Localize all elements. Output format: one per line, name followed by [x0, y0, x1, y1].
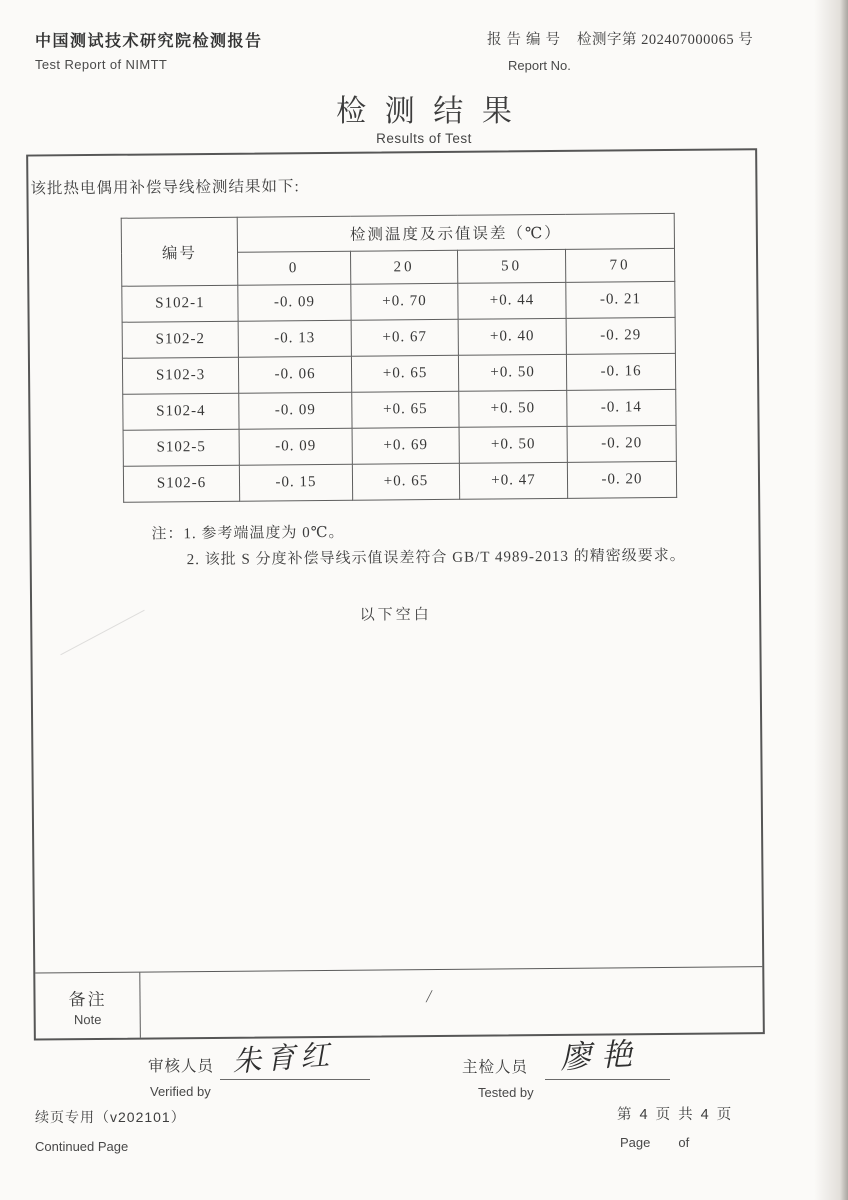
cell-value: -0. 06 — [238, 356, 351, 393]
org-title-zh: 中国测试技术研究院检测报告 — [35, 33, 263, 50]
remark-label — [35, 973, 141, 1039]
verifier-signature-line — [220, 1050, 370, 1080]
row-id: S102-1 — [122, 285, 238, 322]
table-row — [123, 461, 676, 502]
col-header-span: 检测温度及示值误差（℃） — [237, 213, 674, 252]
footer-continued-en: Continued Page — [35, 1139, 129, 1154]
results-box — [26, 148, 765, 1040]
tester-label-zh: 主检人员 — [462, 1059, 529, 1076]
cell-value: -0. 14 — [567, 389, 676, 426]
org-title-en: Test Report of NIMTT — [35, 57, 168, 72]
report-number-label-en: Report No. — [508, 58, 571, 73]
tester-signature: 廖艳 — [559, 1035, 644, 1076]
report-number-label-zh: 报告编号 — [487, 32, 565, 48]
page-title-en: Results of Test — [376, 131, 472, 146]
report-number-line — [487, 28, 753, 49]
cell-value: -0. 09 — [239, 428, 352, 465]
row-id: S102-4 — [123, 393, 239, 430]
cell-value: -0. 09 — [238, 284, 351, 321]
scan-edge-shadow — [840, 0, 848, 1200]
cell-value: -0. 21 — [566, 281, 675, 318]
footer-page-word: Page — [620, 1135, 651, 1150]
remark-label-en: Note — [73, 1011, 102, 1027]
footer-of-word: of — [678, 1135, 690, 1150]
cell-value: +0. 47 — [459, 462, 567, 499]
col-header-id: 编号 — [121, 217, 238, 286]
table-header-row-1 — [121, 213, 674, 253]
cell-value: -0. 20 — [567, 461, 676, 498]
table-row — [122, 353, 675, 394]
remark-slash: / — [425, 986, 434, 1007]
cell-value: +0. 70 — [351, 283, 458, 320]
blank-below-text: 以下空白 — [359, 607, 432, 624]
remark-content — [140, 967, 763, 1037]
cell-value: +0. 50 — [458, 354, 566, 391]
row-id: S102-6 — [123, 465, 239, 502]
tester-label-en: Tested by — [478, 1085, 534, 1100]
cell-value: +0. 44 — [458, 282, 566, 319]
tester-signature-line — [545, 1050, 670, 1080]
table-row — [122, 281, 675, 322]
verifier-label-zh: 审核人员 — [148, 1058, 215, 1075]
row-id: S102-5 — [123, 429, 239, 466]
cell-value: +0. 50 — [459, 426, 567, 463]
cell-value: -0. 13 — [238, 320, 351, 357]
cell-value: -0. 29 — [566, 317, 675, 354]
col-header-temp-50: 50 — [457, 249, 565, 283]
cell-value: +0. 65 — [352, 463, 459, 500]
table-row — [122, 317, 675, 358]
remark-label-zh: 备注 — [68, 989, 107, 1009]
cell-value: +0. 50 — [459, 390, 567, 427]
row-id: S102-2 — [122, 321, 238, 358]
cell-value: -0. 16 — [566, 353, 675, 390]
intro-text: 该批热电偶用补偿导线检测结果如下: — [30, 178, 300, 198]
cell-value: -0. 20 — [567, 425, 676, 462]
col-header-temp-20: 20 — [351, 250, 458, 284]
remark-row — [35, 966, 763, 1038]
cell-value: -0. 09 — [239, 392, 352, 429]
page-title-zh: 检测结果 — [336, 95, 531, 128]
cell-value: +0. 65 — [351, 355, 458, 392]
col-header-temp-70: 70 — [565, 248, 674, 282]
cell-value: +0. 67 — [351, 319, 458, 356]
footer-continued-zh: 续页专用（v202101） — [35, 1109, 186, 1125]
note-line-2: 2. 该批 S 分度补偿导线示值误差符合 GB/T 4989-2013 的精密级要求。 — [186, 547, 686, 569]
cell-value: +0. 69 — [352, 427, 459, 464]
cell-value: -0. 15 — [239, 464, 352, 501]
report-number-value: 检测字第 202407000065 号 — [577, 32, 754, 48]
verifier-signature: 朱育红 — [231, 1039, 336, 1079]
notes-block — [151, 517, 685, 574]
note-line-1: 注：1. 参考端温度为 0℃。 — [151, 524, 345, 543]
footer-page-number-zh: 第 4 页 共 4 页 — [617, 1107, 734, 1123]
table-row — [123, 389, 676, 430]
cell-value: +0. 40 — [458, 318, 566, 355]
table-row — [123, 425, 676, 466]
col-header-temp-0: 0 — [238, 251, 351, 285]
results-table — [121, 213, 677, 503]
footer-page-number-en — [620, 1135, 689, 1150]
cell-value: +0. 65 — [352, 391, 459, 428]
row-id: S102-3 — [122, 357, 238, 394]
verifier-label-en: Verified by — [150, 1084, 211, 1099]
